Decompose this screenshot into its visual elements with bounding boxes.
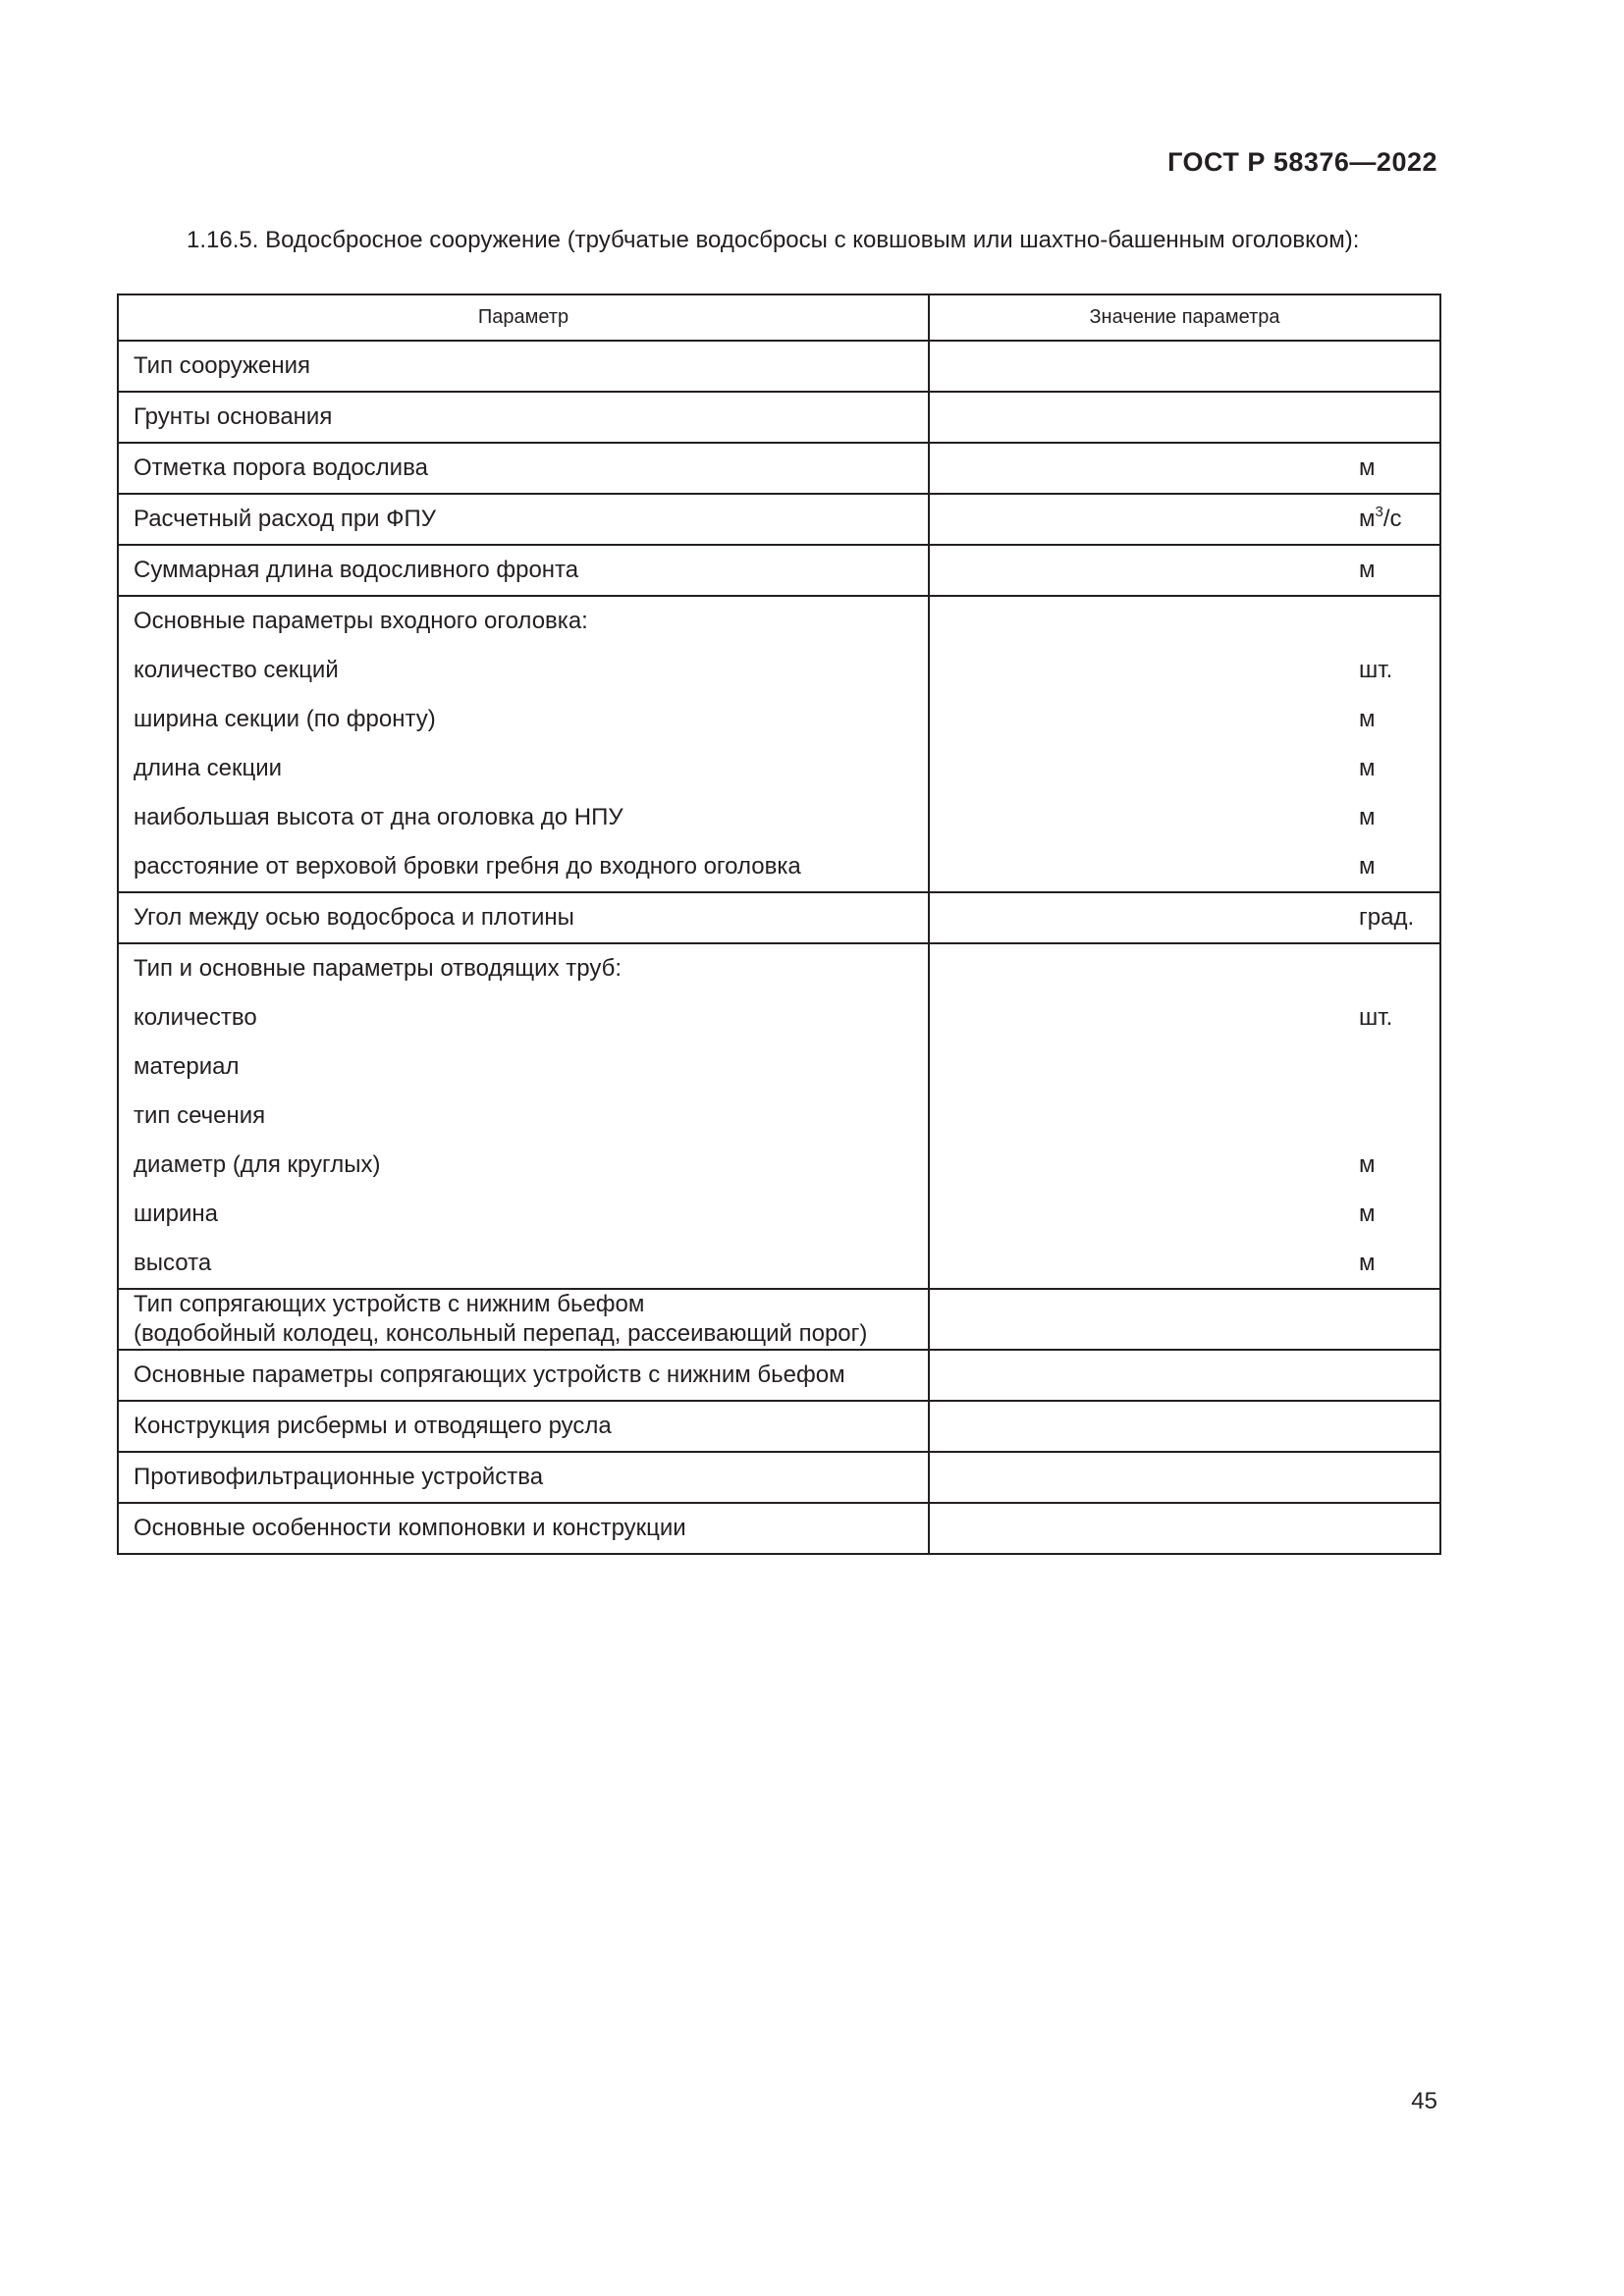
unit-label (930, 1351, 1439, 1400)
parameter-cell (118, 1350, 929, 1401)
parameter-label: количество (134, 1004, 257, 1031)
page-number: 45 (1411, 2088, 1437, 2114)
section-title: 1.16.5. Водосбросное сооружение (трубчатые водосбросы с ковшовым или шахтно-башенным оголовком): (187, 227, 1360, 253)
table-row (118, 1503, 1440, 1554)
table-row (118, 1452, 1440, 1503)
unit-label (930, 546, 1439, 595)
parameter-cell (118, 1452, 929, 1503)
unit-label (930, 993, 1439, 1042)
unit-label (930, 597, 1439, 646)
table-row (118, 596, 1440, 892)
parameter-label: Суммарная длина водосливного фронта (134, 557, 579, 583)
unit-text: м (1359, 557, 1376, 583)
parameter-label: материал (134, 1053, 240, 1080)
column-header-value: Значение параметра (929, 294, 1440, 341)
parameter-label: Расчетный расход при ФПУ (134, 506, 436, 532)
value-cell (929, 341, 1440, 392)
unit-label (930, 1092, 1439, 1141)
parameter-label: количество секций (134, 657, 339, 683)
value-cell (929, 494, 1440, 545)
unit-label (930, 495, 1439, 544)
unit-label (930, 1042, 1439, 1092)
parameter-label: ширина (134, 1201, 219, 1227)
unit-label (930, 1453, 1439, 1502)
parameter-cell (118, 545, 929, 596)
parameter-label: расстояние от верховой бровки гребня до входного оголовка (134, 853, 801, 880)
unit-label (930, 1190, 1439, 1239)
table-row (118, 1289, 1440, 1350)
parameter-label: диаметр (для круглых) (134, 1151, 381, 1178)
parameter-label: тип сечения (134, 1102, 266, 1129)
table-row (118, 494, 1440, 545)
unit-label (930, 1239, 1439, 1288)
parameter-label: Основные параметры входного оголовка: (134, 608, 588, 634)
table-row (118, 1401, 1440, 1452)
unit-text: м (1359, 706, 1376, 732)
column-header-parameter: Параметр (118, 294, 929, 341)
parameter-label: Противофильтрационные устройства (134, 1464, 544, 1490)
unit-superscript: 3 (1375, 504, 1383, 520)
unit-text: м (1359, 1201, 1376, 1227)
parameter-label: наибольшая высота от дна оголовка до НПУ (134, 804, 623, 830)
value-cell (929, 443, 1440, 494)
value-cell (929, 943, 1440, 1289)
parameter-cell (118, 494, 929, 545)
value-cell (929, 545, 1440, 596)
unit-text: м (1359, 506, 1376, 532)
parameter-cell (118, 341, 929, 392)
unit-label (930, 744, 1439, 793)
unit-label (930, 793, 1439, 842)
unit-tail: /с (1382, 506, 1402, 532)
parameters-table (117, 294, 1441, 1555)
parameter-cell (118, 1503, 929, 1554)
table-row (118, 892, 1440, 943)
parameter-label: Конструкция рисбермы и отводящего русла (134, 1413, 612, 1439)
unit-label (930, 646, 1439, 695)
parameter-cell (118, 1401, 929, 1452)
unit-text: м (1359, 853, 1376, 880)
value-cell (929, 1503, 1440, 1554)
parameter-cell (118, 443, 929, 494)
parameter-label: Тип сопрягающих устройств с нижним бьефом (134, 1291, 645, 1317)
table-header-row (118, 294, 1440, 341)
value-cell (929, 596, 1440, 892)
unit-text: м (1359, 755, 1376, 781)
table-row (118, 392, 1440, 443)
unit-label (930, 1141, 1439, 1190)
value-cell (929, 892, 1440, 943)
parameter-cell (118, 392, 929, 443)
parameter-cell (118, 892, 929, 943)
parameter-label: высота (134, 1250, 212, 1276)
table-row (118, 943, 1440, 1289)
unit-text: м (1359, 1151, 1376, 1178)
table-row (118, 545, 1440, 596)
table-row (118, 443, 1440, 494)
unit-label (930, 944, 1439, 993)
parameter-label: Грунты основания (134, 403, 333, 430)
parameter-label: Угол между осью водосброса и плотины (134, 904, 574, 931)
parameter-label: ширина секции (по фронту) (134, 706, 436, 732)
parameter-label: Основные особенности компоновки и конструкции (134, 1515, 686, 1541)
table-body (118, 341, 1440, 1554)
unit-label (930, 1504, 1439, 1553)
unit-text: м (1359, 804, 1376, 830)
unit-label (930, 1402, 1439, 1451)
parameter-label: Отметка порога водослива (134, 454, 428, 481)
unit-text: град. (1359, 904, 1415, 931)
unit-label (930, 695, 1439, 744)
parameter-label: Тип сооружения (134, 352, 311, 379)
value-cell (929, 1350, 1440, 1401)
parameter-label: (водобойный колодец, консольный перепад, рассеивающий порог) (134, 1320, 868, 1347)
value-cell (929, 1452, 1440, 1503)
parameter-cell (118, 1289, 929, 1350)
value-cell (929, 1401, 1440, 1452)
unit-text: м (1359, 1250, 1376, 1276)
parameter-label: Тип и основные параметры отводящих труб: (134, 955, 623, 982)
parameter-label: Основные параметры сопрягающих устройств с нижним бьефом (134, 1362, 845, 1388)
value-cell (929, 392, 1440, 443)
table-row (118, 341, 1440, 392)
parameter-cell (118, 943, 929, 1289)
unit-text: шт. (1359, 1004, 1393, 1031)
parameter-label: длина секции (134, 755, 283, 781)
table-row (118, 1350, 1440, 1401)
document-code: ГОСТ Р 58376—2022 (1167, 147, 1437, 177)
unit-text: шт. (1359, 657, 1393, 683)
unit-label (930, 893, 1439, 942)
parameter-cell (118, 596, 929, 892)
unit-label (930, 842, 1439, 891)
unit-text: м (1359, 454, 1376, 481)
unit-label (930, 342, 1439, 391)
unit-label (930, 393, 1439, 442)
value-cell (929, 1289, 1440, 1350)
unit-label (930, 444, 1439, 493)
